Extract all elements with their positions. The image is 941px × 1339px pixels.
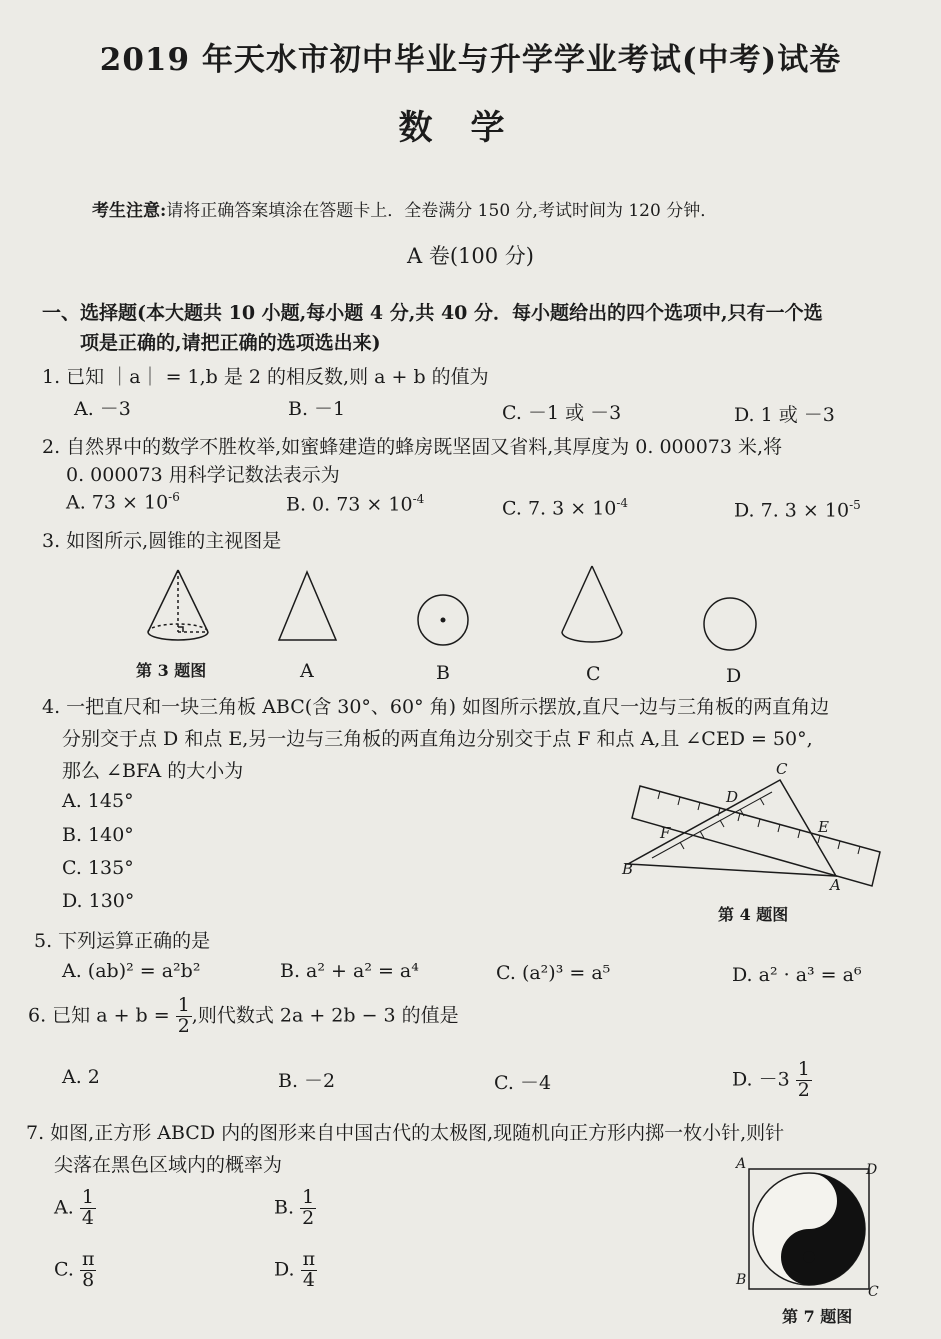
question-4-line3: 那么 ∠BFA 的大小为 xyxy=(62,760,244,782)
q7-b-num: 1 xyxy=(302,1186,315,1208)
question-6-option-c: C. －4 xyxy=(494,1072,552,1094)
q7-a-fraction xyxy=(80,1188,96,1229)
question-7-line1: 7. 如图,正方形 ABCD 内的图形来自中国古代的太极图,现随机向正方形内掷一枚小针,则针 xyxy=(26,1122,785,1144)
q7-b-label: B. xyxy=(274,1196,295,1219)
q7-c-num: π xyxy=(81,1248,95,1270)
taiji-square-figure xyxy=(748,1168,870,1290)
point-c: C xyxy=(776,760,788,778)
section-heading-line2: 项是正确的,请把正确的选项选出来) xyxy=(80,332,381,354)
square-corner-d: D xyxy=(866,1162,878,1178)
taiji-white-dot xyxy=(803,1195,815,1207)
question-7-option-a xyxy=(54,1188,96,1229)
question-1-option-b: B. －1 xyxy=(288,398,346,420)
q3-label-d: D xyxy=(726,665,742,687)
q6-frac-den: 2 xyxy=(177,1014,190,1037)
q7-a-label: A. xyxy=(54,1196,74,1219)
question-7-option-c xyxy=(54,1250,96,1291)
q7-a-den: 4 xyxy=(81,1206,94,1229)
question-5-option-d: D. a² · a³ = a⁶ xyxy=(732,964,862,986)
question-3-stem: 3. 如图所示,圆锥的主视图是 xyxy=(42,530,282,552)
q3-label-a: A xyxy=(300,660,314,682)
question-1-option-c: C. －1 或 －3 xyxy=(502,402,622,424)
q6-d-frac-num: 1 xyxy=(797,1058,810,1080)
question-4-line2: 分别交于点 D 和点 E,另一边与三角板的两直角边分别交于点 F 和点 A,且 ∠CED = 50°, xyxy=(62,728,813,750)
point-b: B xyxy=(622,860,634,878)
q6-frac-num: 1 xyxy=(177,994,190,1016)
point-d: D xyxy=(726,788,739,806)
square-corner-a: A xyxy=(736,1156,747,1172)
taiji-black-dot xyxy=(803,1251,815,1263)
q6-d-whole: D. －3 xyxy=(732,1068,790,1091)
q6-stem-post: ,则代数式 2a + 2b − 3 的值是 xyxy=(191,1004,459,1027)
square-corner-b: B xyxy=(736,1272,747,1288)
question-4-option-b: B. 140° xyxy=(62,824,134,846)
q2-b-base: B. 0. 73 × 10 xyxy=(286,493,413,516)
question-7-option-d xyxy=(274,1250,317,1291)
question-1-stem: 1. 已知 ｜a｜ = 1,b 是 2 的相反数,则 a + b 的值为 xyxy=(42,366,489,388)
point-a: A xyxy=(830,876,841,894)
q3-label-c: C xyxy=(586,663,601,685)
notice-text: 请将正确答案填涂在答题卡上．全卷满分 150 分,考试时间为 120 分钟． xyxy=(166,201,718,221)
q2-c-base: C. 7. 3 × 10 xyxy=(502,497,617,520)
notice-label: 考生注意: xyxy=(92,201,167,221)
question-4-option-d: D. 130° xyxy=(62,890,135,912)
q2-d-exp: -5 xyxy=(849,498,861,512)
question-4-option-a: A. 145° xyxy=(62,790,134,812)
ruler-ticks xyxy=(658,791,860,854)
question-7-option-b xyxy=(274,1188,316,1229)
q7-d-den: 4 xyxy=(302,1268,315,1291)
q2-a-exp: -6 xyxy=(168,490,180,504)
question-4-option-c: C. 135° xyxy=(62,857,134,879)
question-1-option-d: D. 1 或 －3 xyxy=(734,404,835,426)
square-corner-c: C xyxy=(868,1284,879,1300)
q2-a-base: A. 73 × 10 xyxy=(66,491,169,514)
question-6-option-d xyxy=(732,1060,812,1101)
question-5-option-a: A. (ab)² = a²b² xyxy=(62,960,201,982)
q7-c-fraction xyxy=(80,1250,97,1291)
q6-fraction xyxy=(176,996,192,1037)
q2-b-exp: -4 xyxy=(412,492,425,506)
exam-title: 2019 年天水市初中毕业与升学学业考试(中考)试卷 xyxy=(99,42,842,78)
q6-d-fraction xyxy=(796,1060,812,1101)
q7-c-den: 8 xyxy=(82,1268,95,1291)
subject-title: 数学 xyxy=(398,108,543,148)
q3-caption: 第 3 题图 xyxy=(136,661,207,680)
point-f: F xyxy=(660,824,671,842)
q7-d-fraction xyxy=(301,1250,318,1291)
q7-d-num: π xyxy=(302,1248,316,1270)
triangle-ticks xyxy=(680,798,764,849)
question-2-line2: 0. 000073 用科学记数法表示为 xyxy=(66,464,340,486)
question-6-stem xyxy=(28,996,459,1037)
q3-label-b: B xyxy=(436,662,450,684)
q7-c-label: C. xyxy=(54,1258,74,1281)
q7-a-num: 1 xyxy=(81,1186,94,1208)
q4-caption: 第 4 题图 xyxy=(718,905,789,924)
question-4-line1: 4. 一把直尺和一块三角板 ABC(含 30°、60° 角) 如图所示摆放,直尺一边与三角板的两直角边 xyxy=(42,696,830,718)
question-1-option-a: A. －3 xyxy=(74,398,131,420)
q2-d-base: D. 7. 3 × 10 xyxy=(734,499,850,522)
question-5-option-b: B. a² + a² = a⁴ xyxy=(280,960,419,982)
q7-b-den: 2 xyxy=(302,1206,315,1229)
question-7-line2: 尖落在黑色区域内的概率为 xyxy=(54,1154,283,1176)
q7-caption: 第 7 题图 xyxy=(782,1307,853,1326)
q7-b-fraction xyxy=(300,1188,316,1229)
question-5-option-c: C. (a²)³ = a⁵ xyxy=(496,962,611,984)
q6-stem-pre: 6. 已知 a + b = xyxy=(28,1004,176,1027)
q6-d-frac-den: 2 xyxy=(797,1078,810,1101)
section-a-title: A 卷(100 分) xyxy=(407,244,534,268)
question-5-stem: 5. 下列运算正确的是 xyxy=(34,930,211,952)
question-6-option-a: A. 2 xyxy=(62,1066,100,1088)
section-heading-line1: 一、选择题(本大题共 10 小题,每小题 4 分,共 40 分．每小题给出的四个选项中,只有一个选 xyxy=(42,302,823,324)
q2-c-exp: -4 xyxy=(616,496,629,510)
question-2-line1: 2. 自然界中的数学不胜枚举,如蜜蜂建造的蜂房既坚固又省料,其厚度为 0. 000073 米,将 xyxy=(42,436,783,458)
question-6-option-b: B. －2 xyxy=(278,1070,336,1092)
q7-d-label: D. xyxy=(274,1258,295,1281)
point-e: E xyxy=(818,818,829,836)
